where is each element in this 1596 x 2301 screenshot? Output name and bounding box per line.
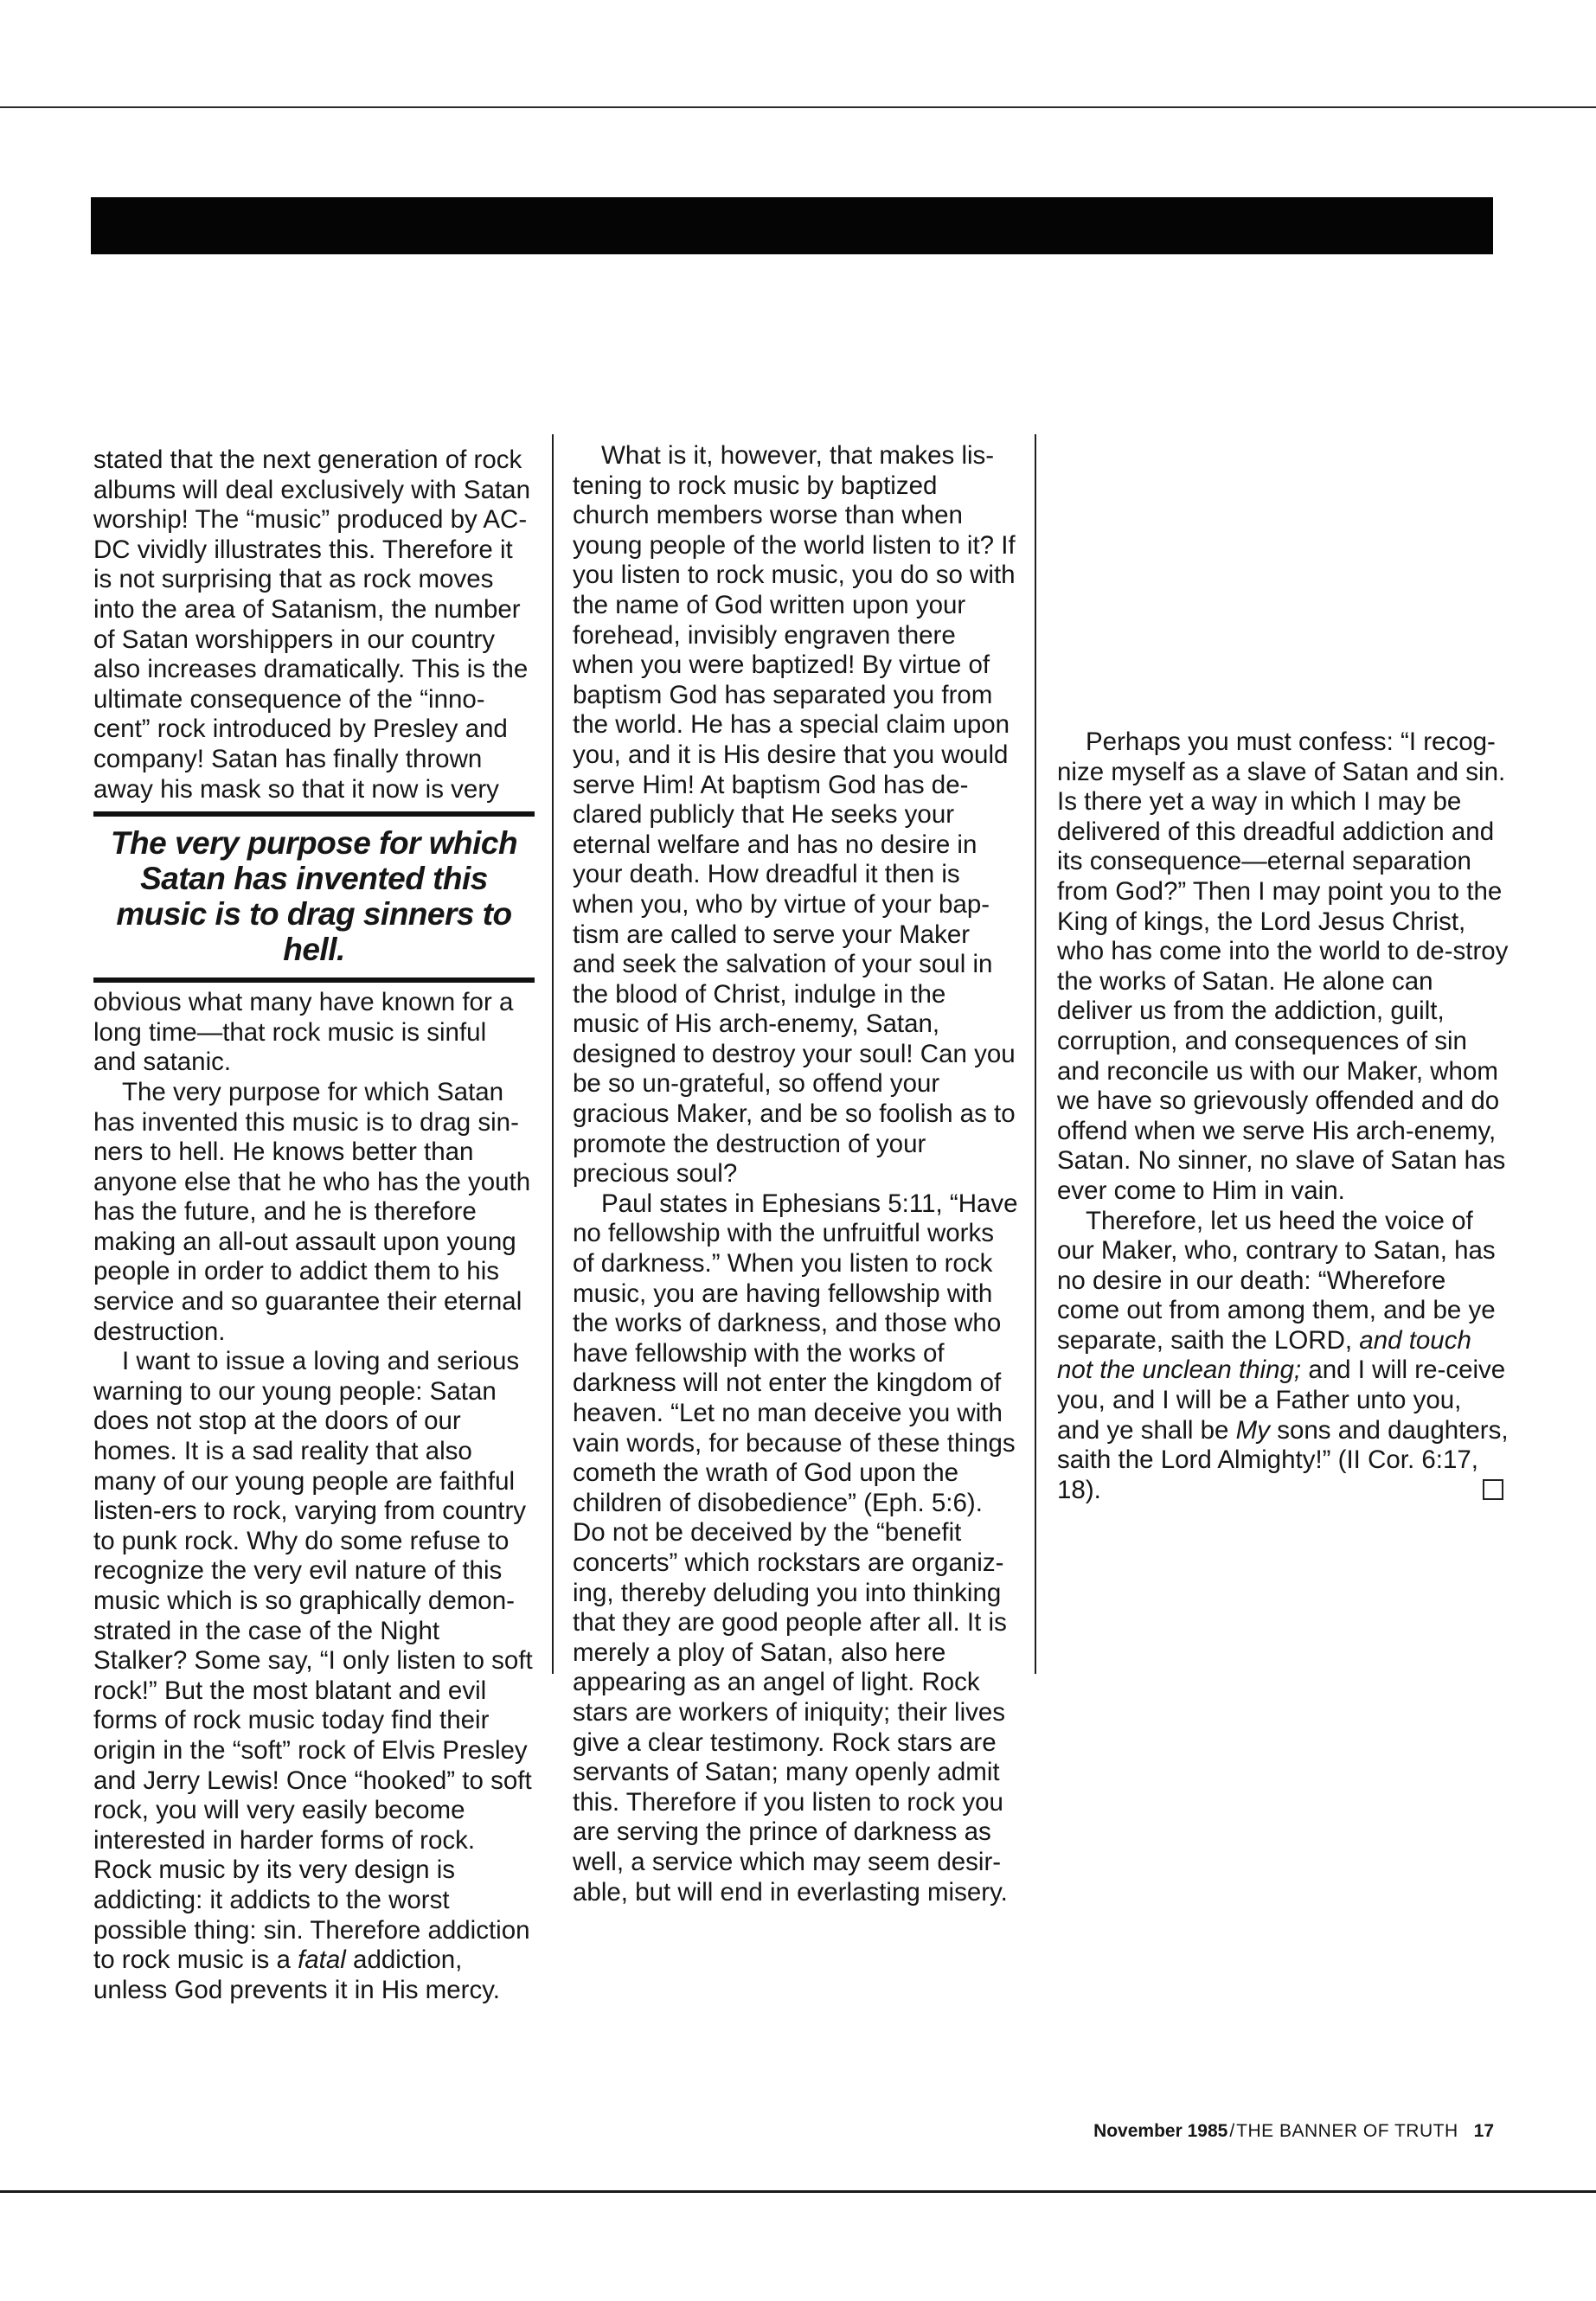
col1-paragraph-1: stated that the next generation of rock albums will deal exclusively with Satan worship! The “music” produced by AC-DC vividly illustrates this. Therefore it is not surprising that as rock moves into the area of Satanism, the number of Satan worshippers in our country also increases dramatically. This is the ultimate consequence of the “inno-cent” rock introduced by Presley and company! Satan has finally thrown away his mask so that it now is very <box>93 445 531 804</box>
pull-quote <box>93 811 535 983</box>
page-top-edge <box>0 106 1596 108</box>
column-divider-1 <box>552 434 554 1674</box>
footer-separator: / <box>1229 2121 1235 2141</box>
article-column-2 <box>573 441 1018 1907</box>
page-number: 17 <box>1473 2121 1494 2141</box>
col3-paragraph-1: Perhaps you must confess: “I recog-nize myself as a slave of Satan and sin. Is there yet a way in which I may be delivered of this dreadful addiction and its consequence—eternal separation from God?” Then I may point you to the King of kings, the Lord Jesus Christ, who has come into the world to de-stroy the works of Satan. He alone can deliver us from the addiction, guilt, corruption, and consequences of sin and reconcile us with our Maker, whom we have so grievously offended and do offend when we serve His arch-enemy, Satan. No sinner, no slave of Satan has ever come to Him in vain. <box>1057 727 1509 1205</box>
article-column-1 <box>93 445 535 2005</box>
col3-paragraph-2-text-b: and I will re-ceive you, and I will be a Father unto you, and ye shall be <box>1057 1356 1506 1445</box>
end-of-article-icon <box>1454 1476 1503 1506</box>
col1-paragraph-4-text-b: addiction, unless God prevents it in His mercy. <box>93 1945 500 2004</box>
col2-paragraph-1: What is it, however, that makes lis-tening to rock music by baptized church members worse than when young people of the world listen to it? If you listen to rock music, you do so with the name of God written upon your forehead, invisibly engraven there when you were baptized! By virtue of baptism God has separated you from the world. He has a special claim upon you, and it is His desire that you would serve Him! At baptism God has de-clared publicly that He seeks your eternal welfare and has no desire in your death. How dreadful it then is when you, who by virtue of your bap-tism are called to serve your Maker and seek the salvation of your soul in the blood of Christ, indulge in the music of His arch-enemy, Satan, designed to destroy your soul! Can you be so un-grateful, so offend your gracious Maker, and be so foolish as to promote the destruction of your precious soul? <box>573 441 1016 1189</box>
pull-quote-rule-bottom <box>93 977 535 983</box>
footer-date: November 1985 <box>1093 2121 1228 2141</box>
col3-paragraph-2-text-a: Therefore, let us heed the voice of our Maker, who, contrary to Satan, has no desire in our death: “Wherefore come out from among them, and be ye separate, saith the LORD, <box>1057 1206 1496 1355</box>
pull-quote-text: The very purpose for which Satan has invented this music is to drag sinners to hell. <box>110 825 518 968</box>
page-footer <box>1093 2120 1494 2143</box>
col3-paragraph-2 <box>1057 1207 1509 1506</box>
page-bottom-edge <box>0 2190 1596 2193</box>
column-divider-2 <box>1035 434 1036 1674</box>
col3-paragraph-2-emphasis-2: My <box>1235 1415 1270 1445</box>
col1-paragraph-4-emphasis: fatal <box>298 1945 346 1975</box>
header-banner <box>91 197 1493 254</box>
col3-paragraph-2-text-c: sons and daughters, saith the Lord Almighty!” (II Cor. 6:17, 18). <box>1057 1415 1509 1504</box>
article-column-3 <box>1057 727 1509 1505</box>
col1-paragraph-3: The very purpose for which Satan has invented this music is to drag sin-ners to hell. He knows better than anyone else that he who has the youth has the future, and he is therefore making an all-out assault upon young people in order to addict them to his service and so guarantee their eternal destruction. <box>93 1077 531 1346</box>
col1-paragraph-4 <box>93 1347 535 2005</box>
footer-publication: THE BANNER OF TRUTH <box>1236 2121 1458 2141</box>
col1-paragraph-2: obvious what many have known for a long time—that rock music is sinful and satanic. <box>93 988 514 1077</box>
col3-paragraph-2-emphasis-1: and touch not the unclean thing; <box>1057 1325 1471 1385</box>
col2-paragraph-2: Paul states in Ephesians 5:11, “Have no fellowship with the unfruitful works of darkness.” When you listen to rock music, you are having fellowship with the works of darkness, and those who have fellowship with the works of darkness will not enter the kingdom of heaven. “Let no man deceive you with vain words, for because of these things cometh the wrath of God upon the children of disobedience” (Eph. 5:6). Do not be deceived by the “benefit concerts” which rockstars are organiz-ing, thereby deluding you into thinking that they are good people after all. It is merely a ploy of Satan, also here appearing as an angel of light. Rock stars are workers of iniquity; their lives give a clear testimony. Rock stars are servants of Satan; many openly admit this. Therefore if you listen to rock you are serving the prince of darkness as well, a service which may seem desir-able, but will end in everlasting misery. <box>573 1189 1018 1907</box>
col1-paragraph-4-text-a: I want to issue a loving and serious warning to our young people: Satan does not stop at the doors of our homes. It is a sad reality that also many of our young people are faithful listen-ers to rock, varying from country to punk rock. Why do some refuse to recognize the very evil nature of this music which is so graphically demon-strated in the case of the Night Stalker? Some say, “I only listen to soft rock!” But the most blatant and evil forms of rock music today find their origin in the “soft” rock of Elvis Presley and Jerry Lewis! Once “hooked” to soft rock, you will very easily become interested in harder forms of rock. Rock music by its very design is addicting: it addicts to the worst possible thing: sin. Therefore addiction to rock music is a <box>93 1347 533 1975</box>
